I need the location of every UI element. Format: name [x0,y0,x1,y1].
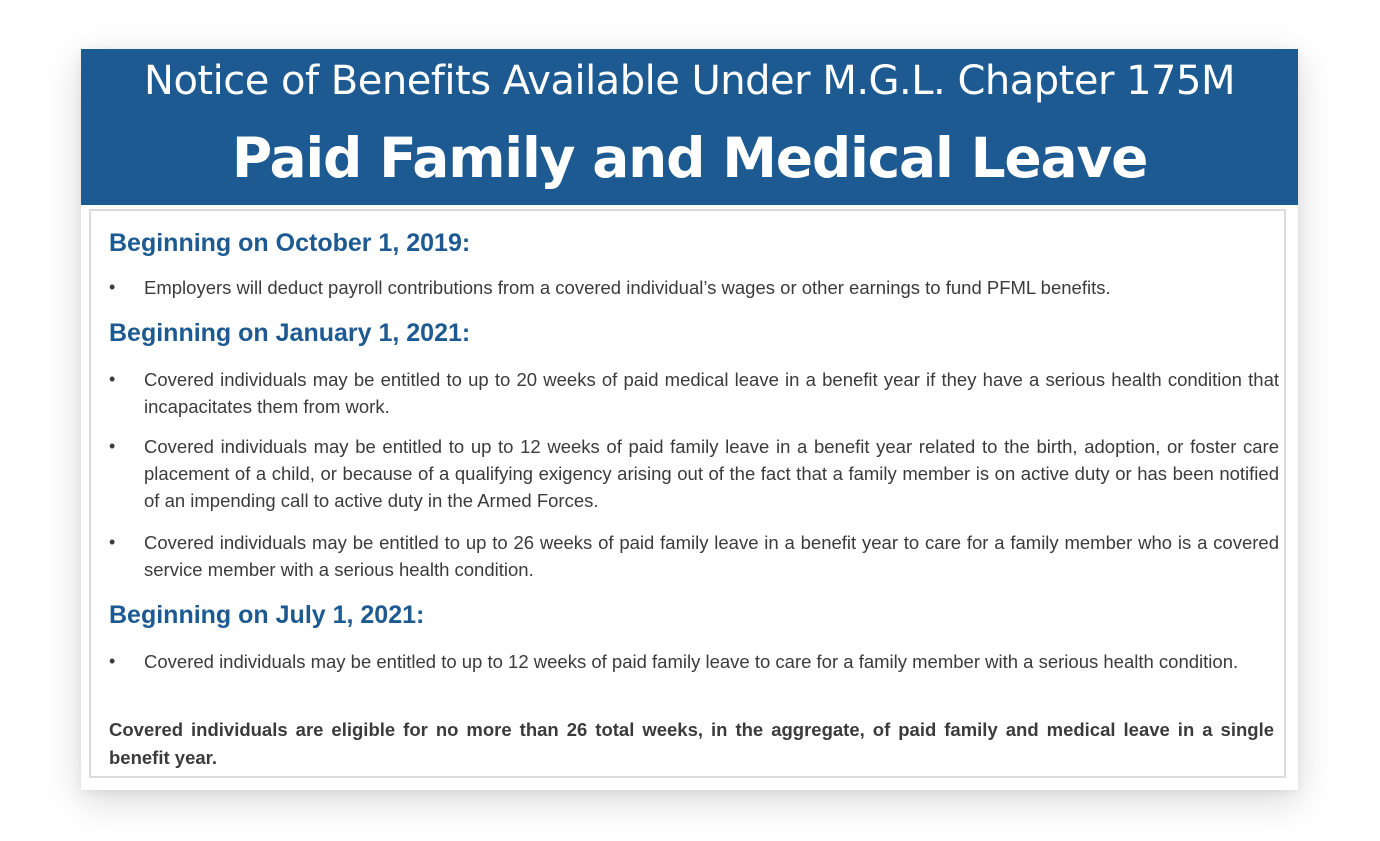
bullet-icon: • [109,532,116,552]
section-heading-jul-2021: Beginning on July 1, 2021: [109,601,425,629]
bullet-icon: • [109,651,116,671]
header-banner [81,49,1298,205]
bullet-icon: • [109,436,116,456]
section-heading-jan-2021: Beginning on January 1, 2021: [109,319,471,347]
list-item-text: Covered individuals may be entitled to up to 12 weeks of paid family leave in a benefit year related to the birth, adoption, or foster care placement of a child, or because of a qualifying exigency arising out of the fact that a family member is on active duty or has been notified of an impending call to active duty in the Armed Forces. [144,436,1279,511]
list-item [109,274,1279,301]
list-item-text: Covered individuals may be entitled to up to 26 weeks of paid family leave in a benefit year to care for a family member who is a covered service member with a serious health condition. [144,532,1279,580]
list-item [109,366,1279,420]
bullet-icon: • [109,369,116,389]
notice-card [81,49,1298,790]
list-item-text: Employers will deduct payroll contributions from a covered individual’s wages or other earnings to fund PFML benefits. [144,277,1111,298]
bullet-icon: • [109,277,116,297]
notice-title: Paid Family and Medical Leave [231,126,1148,190]
list-item-text: Covered individuals may be entitled to up to 12 weeks of paid family leave to care for a family member with a serious health condition. [144,651,1239,672]
section-heading-oct-2019: Beginning on October 1, 2019: [109,229,471,257]
summary-note: Covered individuals are eligible for no more than 26 total weeks, in the aggregate, of paid family and medical leave in a single benefit year. [109,719,1274,768]
list-item-text: Covered individuals may be entitled to up to 20 weeks of paid medical leave in a benefit year if they have a serious health condition that incapacitates them from work. [144,369,1279,417]
list-item [109,529,1279,583]
list-item [109,648,1279,675]
notice-body [89,209,1286,778]
notice-subtitle: Notice of Benefits Available Under M.G.L. Chapter 175M [144,58,1235,104]
list-item [109,433,1279,514]
